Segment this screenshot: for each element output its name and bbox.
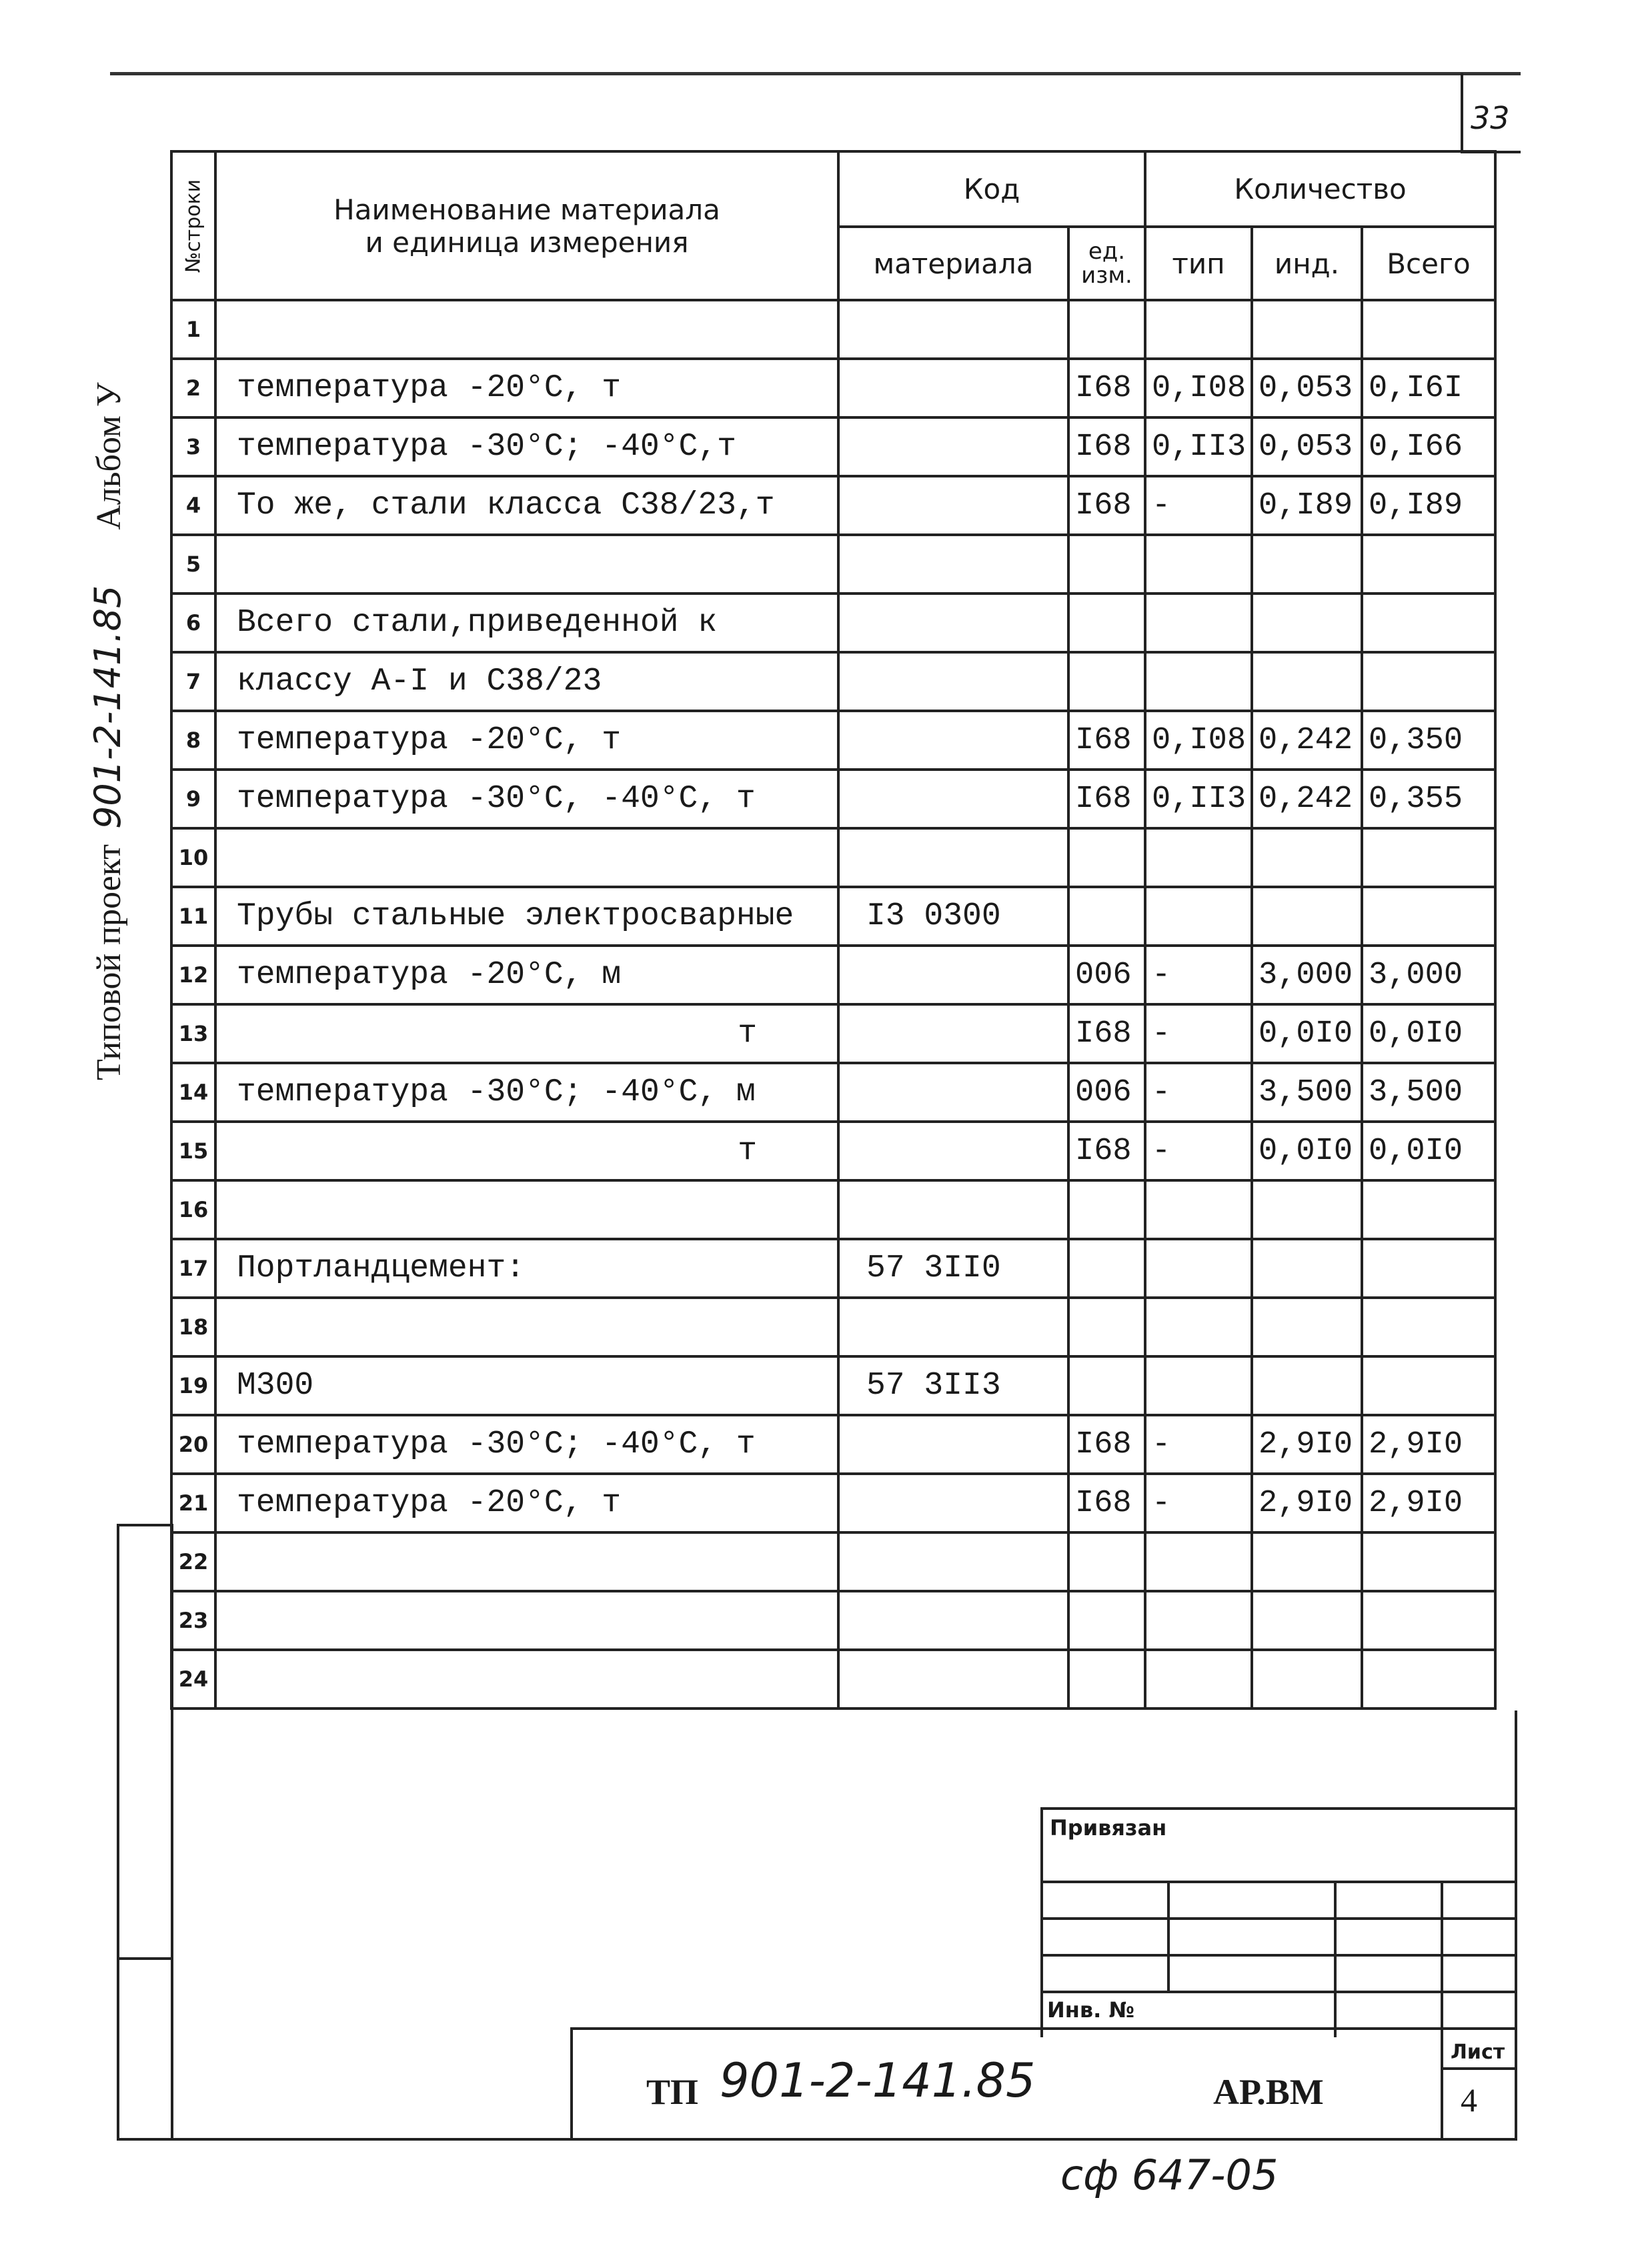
table-row	[171, 594, 1495, 652]
material-name-cell	[215, 1532, 838, 1591]
material-name-cell: температура -20°С, т	[215, 1474, 838, 1532]
quantity-type-cell	[1145, 1239, 1252, 1298]
quantity-total-cell: 0,0I0	[1362, 1122, 1495, 1180]
material-name-cell: температура -30°С, -40°С, т	[215, 770, 838, 828]
stamp-line	[1040, 1917, 1517, 1920]
unit-code-cell: I68	[1068, 359, 1145, 417]
material-code-cell	[838, 1180, 1068, 1239]
row-number-cell: 18	[171, 1298, 215, 1356]
material-code-cell: 57 3II3	[838, 1356, 1068, 1415]
quantity-ind-cell	[1252, 300, 1362, 359]
quantity-total-cell: 0,I66	[1362, 417, 1495, 476]
stamp-line	[1040, 1991, 1517, 1993]
material-name-cell: температура -20°С, т	[215, 359, 838, 417]
quantity-ind-cell: 0,I89	[1252, 476, 1362, 535]
material-name-cell	[215, 1298, 838, 1356]
material-code-cell	[838, 535, 1068, 594]
quantity-type-cell	[1145, 1356, 1252, 1415]
title-block	[570, 2027, 1517, 2141]
material-code-cell	[838, 711, 1068, 770]
material-name-cell: Трубы стальные электросварные	[215, 887, 838, 946]
row-number-cell: 17	[171, 1239, 215, 1298]
quantity-total-cell	[1362, 1298, 1495, 1356]
quantity-total-cell: 0,350	[1362, 711, 1495, 770]
project-number-handwritten: 901-2-141.85	[720, 2053, 1036, 2108]
quantity-type-cell: 0,II3	[1145, 417, 1252, 476]
quantity-ind-cell	[1252, 1532, 1362, 1591]
quantity-type-cell	[1145, 1650, 1252, 1709]
quantity-total-cell	[1362, 828, 1495, 887]
material-name-cell	[215, 1591, 838, 1650]
material-code-cell	[838, 300, 1068, 359]
table-row	[171, 1532, 1495, 1591]
material-name-cell: температура -30°С; -40°С,т	[215, 417, 838, 476]
side-title-album: Альбом У	[90, 382, 128, 530]
attached-label: Привязан	[1050, 1815, 1167, 1841]
quantity-ind-cell: 0,053	[1252, 417, 1362, 476]
row-number-cell: 19	[171, 1356, 215, 1415]
quantity-ind-cell: 3,500	[1252, 1063, 1362, 1122]
unit-code-cell	[1068, 535, 1145, 594]
table-row	[171, 535, 1495, 594]
quantity-total-cell: 0,I6I	[1362, 359, 1495, 417]
header-type: тип	[1145, 227, 1252, 300]
sheet-label: Лист	[1451, 2041, 1505, 2064]
quantity-type-cell: 0,I08	[1145, 359, 1252, 417]
quantity-ind-cell	[1252, 1180, 1362, 1239]
row-number-cell: 21	[171, 1474, 215, 1532]
material-code-cell	[838, 652, 1068, 711]
row-number-cell: 24	[171, 1650, 215, 1709]
quantity-total-cell	[1362, 887, 1495, 946]
row-number-cell: 20	[171, 1415, 215, 1474]
material-code-cell	[838, 1474, 1068, 1532]
quantity-ind-cell: 0,242	[1252, 711, 1362, 770]
material-code-cell: I3 0300	[838, 887, 1068, 946]
row-number-cell: 9	[171, 770, 215, 828]
material-name-cell: температура -20°С, т	[215, 711, 838, 770]
quantity-type-cell: 0,I08	[1145, 711, 1252, 770]
material-name-cell: классу А-I и С38/23	[215, 652, 838, 711]
quantity-ind-cell	[1252, 1650, 1362, 1709]
quantity-total-cell: 0,I89	[1362, 476, 1495, 535]
quantity-ind-cell	[1252, 887, 1362, 946]
quantity-type-cell: -	[1145, 946, 1252, 1004]
unit-code-cell	[1068, 1180, 1145, 1239]
unit-code-cell	[1068, 1591, 1145, 1650]
material-code-cell	[838, 1532, 1068, 1591]
quantity-total-cell: 2,9I0	[1362, 1474, 1495, 1532]
material-code-cell	[838, 476, 1068, 535]
quantity-ind-cell: 0,053	[1252, 359, 1362, 417]
row-number-cell: 2	[171, 359, 215, 417]
table-row	[171, 1004, 1495, 1063]
unit-code-cell	[1068, 594, 1145, 652]
material-code-cell	[838, 594, 1068, 652]
tp-label: ТП	[646, 2072, 699, 2112]
material-name-cell: Всего стали,приведенной к	[215, 594, 838, 652]
material-code-cell	[838, 1650, 1068, 1709]
material-name-cell: М300	[215, 1356, 838, 1415]
stamp-line	[1441, 1881, 1443, 2037]
material-name-cell	[215, 1180, 838, 1239]
material-name-cell: т	[215, 1004, 838, 1063]
quantity-total-cell	[1362, 1591, 1495, 1650]
table-row	[171, 711, 1495, 770]
table-row	[171, 476, 1495, 535]
document-code: АР.ВМ	[1213, 2072, 1324, 2112]
row-number-cell: 23	[171, 1591, 215, 1650]
unit-code-cell	[1068, 887, 1145, 946]
unit-code-cell	[1068, 1239, 1145, 1298]
quantity-total-cell: 0,0I0	[1362, 1004, 1495, 1063]
quantity-type-cell	[1145, 535, 1252, 594]
material-code-cell: 57 3II0	[838, 1239, 1068, 1298]
unit-code-cell: 006	[1068, 1063, 1145, 1122]
quantity-type-cell	[1145, 828, 1252, 887]
quantity-total-cell: 0,355	[1362, 770, 1495, 828]
header-name: Наименование материала и единица измерения	[215, 151, 838, 300]
quantity-type-cell	[1145, 300, 1252, 359]
row-number-cell: 4	[171, 476, 215, 535]
corner-sheet-number: 33	[1471, 100, 1510, 136]
table-row	[171, 1474, 1495, 1532]
table-row	[171, 1356, 1495, 1415]
material-code-cell	[838, 359, 1068, 417]
quantity-ind-cell	[1252, 594, 1362, 652]
table-row	[171, 770, 1495, 828]
quantity-ind-cell: 0,0I0	[1252, 1004, 1362, 1063]
row-number-cell: 15	[171, 1122, 215, 1180]
quantity-total-cell	[1362, 535, 1495, 594]
side-title-handwritten-number: 901-2-141.85	[87, 585, 129, 829]
table-row	[171, 1591, 1495, 1650]
table-row	[171, 1063, 1495, 1122]
quantity-type-cell	[1145, 594, 1252, 652]
table-row	[171, 887, 1495, 946]
row-number-cell: 10	[171, 828, 215, 887]
quantity-type-cell	[1145, 1180, 1252, 1239]
material-name-cell: То же, стали класса С38/23,т	[215, 476, 838, 535]
header-ind: инд.	[1252, 227, 1362, 300]
row-number-cell: 16	[171, 1180, 215, 1239]
quantity-type-cell: 0,II3	[1145, 770, 1252, 828]
table-row	[171, 1122, 1495, 1180]
quantity-type-cell	[1145, 887, 1252, 946]
material-name-cell: температура -20°С, м	[215, 946, 838, 1004]
material-code-cell	[838, 1591, 1068, 1650]
unit-code-cell: 006	[1068, 946, 1145, 1004]
sheet-box-divider	[1441, 2067, 1517, 2070]
quantity-ind-cell	[1252, 1239, 1362, 1298]
material-code-cell	[838, 946, 1068, 1004]
quantity-ind-cell	[1252, 1298, 1362, 1356]
unit-code-cell: I68	[1068, 1122, 1145, 1180]
unit-code-cell: I68	[1068, 770, 1145, 828]
header-unit: ед. изм.	[1068, 227, 1145, 300]
quantity-ind-cell	[1252, 1591, 1362, 1650]
quantity-type-cell	[1145, 1298, 1252, 1356]
quantity-ind-cell: 2,9I0	[1252, 1415, 1362, 1474]
header-row-number: №строки	[171, 151, 215, 300]
stamp-line	[1334, 1881, 1337, 2037]
sheet-box-left	[1441, 2037, 1443, 2141]
quantity-total-cell	[1362, 1650, 1495, 1709]
quantity-total-cell: 2,9I0	[1362, 1415, 1495, 1474]
row-number-cell: 1	[171, 300, 215, 359]
row-number-cell: 12	[171, 946, 215, 1004]
quantity-total-cell	[1362, 1180, 1495, 1239]
table-row	[171, 1650, 1495, 1709]
material-code-cell	[838, 1063, 1068, 1122]
quantity-total-cell: 3,000	[1362, 946, 1495, 1004]
material-code-cell	[838, 1298, 1068, 1356]
inventory-number-label: Инв. №	[1047, 1997, 1134, 2023]
quantity-total-cell	[1362, 300, 1495, 359]
quantity-type-cell: -	[1145, 1122, 1252, 1180]
material-code-cell	[838, 828, 1068, 887]
quantity-type-cell	[1145, 1532, 1252, 1591]
unit-code-cell	[1068, 1650, 1145, 1709]
quantity-type-cell	[1145, 1591, 1252, 1650]
materials-table	[170, 150, 1497, 1710]
unit-code-cell	[1068, 828, 1145, 887]
quantity-ind-cell	[1252, 828, 1362, 887]
row-number-cell: 13	[171, 1004, 215, 1063]
quantity-total-cell	[1362, 594, 1495, 652]
material-code-cell	[838, 1415, 1068, 1474]
row-number-cell: 5	[171, 535, 215, 594]
quantity-total-cell	[1362, 1532, 1495, 1591]
stamp-line	[1040, 1954, 1517, 1957]
quantity-type-cell: -	[1145, 476, 1252, 535]
material-name-cell: Портландцемент:	[215, 1239, 838, 1298]
side-title	[87, 382, 129, 1080]
header-total: Всего	[1362, 227, 1495, 300]
footer-handwritten-note: сф 647-05	[1060, 2151, 1279, 2199]
material-code-cell	[838, 417, 1068, 476]
table-row	[171, 828, 1495, 887]
unit-code-cell	[1068, 1356, 1145, 1415]
row-number-cell: 6	[171, 594, 215, 652]
header-material: материала	[838, 227, 1068, 300]
unit-code-cell: I68	[1068, 711, 1145, 770]
row-number-cell: 7	[171, 652, 215, 711]
unit-code-cell	[1068, 300, 1145, 359]
material-code-cell	[838, 1122, 1068, 1180]
material-code-cell	[838, 1004, 1068, 1063]
quantity-ind-cell: 0,0I0	[1252, 1122, 1362, 1180]
quantity-total-cell	[1362, 1356, 1495, 1415]
table-row	[171, 300, 1495, 359]
quantity-ind-cell	[1252, 1356, 1362, 1415]
material-name-cell	[215, 535, 838, 594]
quantity-type-cell: -	[1145, 1063, 1252, 1122]
unit-code-cell	[1068, 652, 1145, 711]
quantity-ind-cell: 0,242	[1252, 770, 1362, 828]
quantity-ind-cell: 2,9I0	[1252, 1474, 1362, 1532]
table-row	[171, 359, 1495, 417]
row-number-cell: 22	[171, 1532, 215, 1591]
row-number-cell: 8	[171, 711, 215, 770]
table-row	[171, 417, 1495, 476]
table-row	[171, 1239, 1495, 1298]
unit-code-cell: I68	[1068, 1004, 1145, 1063]
row-number-cell: 11	[171, 887, 215, 946]
material-name-cell	[215, 1650, 838, 1709]
header-quantity: Количество	[1145, 151, 1495, 227]
unit-code-cell: I68	[1068, 1415, 1145, 1474]
quantity-type-cell: -	[1145, 1474, 1252, 1532]
stamp-line	[1167, 1881, 1170, 1991]
table-row	[171, 946, 1495, 1004]
unit-code-cell	[1068, 1532, 1145, 1591]
unit-code-cell: I68	[1068, 417, 1145, 476]
quantity-type-cell: -	[1145, 1415, 1252, 1474]
top-rule	[110, 72, 1521, 75]
quantity-ind-cell	[1252, 652, 1362, 711]
sheet-number: 4	[1461, 2081, 1477, 2119]
material-code-cell	[838, 770, 1068, 828]
table-row	[171, 1180, 1495, 1239]
row-number-cell: 14	[171, 1063, 215, 1122]
material-name-cell: температура -30°С; -40°С, м	[215, 1063, 838, 1122]
material-name-cell	[215, 828, 838, 887]
side-title-project: Типовой проект	[90, 844, 128, 1080]
material-name-cell: температура -30°С; -40°С, т	[215, 1415, 838, 1474]
unit-code-cell: I68	[1068, 1474, 1145, 1532]
stamp-line	[1040, 1881, 1517, 1883]
unit-code-cell: I68	[1068, 476, 1145, 535]
quantity-total-cell	[1362, 1239, 1495, 1298]
material-name-cell	[215, 300, 838, 359]
table-row	[171, 652, 1495, 711]
unit-code-cell	[1068, 1298, 1145, 1356]
row-number-cell: 3	[171, 417, 215, 476]
quantity-ind-cell: 3,000	[1252, 946, 1362, 1004]
quantity-ind-cell	[1252, 535, 1362, 594]
quantity-total-cell: 3,500	[1362, 1063, 1495, 1122]
quantity-total-cell	[1362, 652, 1495, 711]
table-row	[171, 1415, 1495, 1474]
header-code: Код	[838, 151, 1145, 227]
material-name-cell: т	[215, 1122, 838, 1180]
quantity-type-cell	[1145, 652, 1252, 711]
table-row	[171, 1298, 1495, 1356]
quantity-type-cell: -	[1145, 1004, 1252, 1063]
